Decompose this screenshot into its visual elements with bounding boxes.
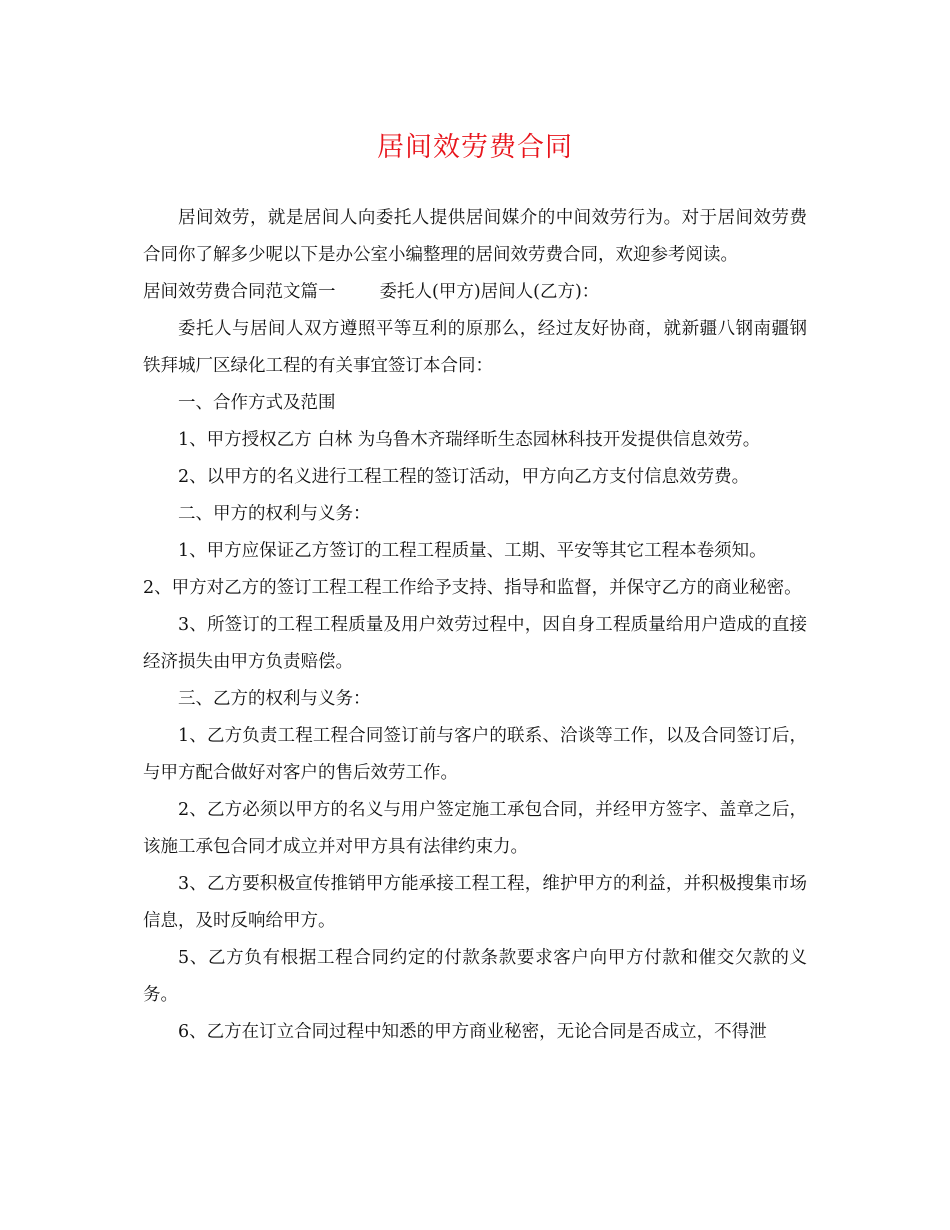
section-3-item-1: 1、乙方负责工程工程合同签订前与客户的联系、洽谈等工作，以及合同签订后，与甲方配合做好对客户的售后效劳工作。 xyxy=(143,726,807,783)
section-2-item-2: 2、甲方对乙方的签订工程工程工作给予支持、指导和监督，并保守乙方的商业秘密。 xyxy=(143,578,802,598)
section-3-item-6: 6、乙方在订立合同过程中知悉的甲方商业秘密，无论合同是否成立，不得泄 xyxy=(178,1022,767,1042)
section-1-item-1: 1、甲方授权乙方 白林 为乌鲁木齐瑞绎昕生态园林科技开发提供信息效劳。 xyxy=(178,430,761,450)
parties-line: 委托人(甲方)居间人(乙方)： xyxy=(379,282,600,302)
section-3-item-2: 2、乙方必须以甲方的名义与用户签定施工承包合同，并经甲方签字、盖章之后，该施工承包合同才成立并对甲方具有法律约束力。 xyxy=(143,800,807,857)
sample-heading-line xyxy=(143,274,807,311)
document-title: 居间效劳费合同 xyxy=(377,132,573,163)
sample-heading: 居间效劳费合同范文篇一 xyxy=(143,282,336,302)
section-2-item-3: 3、所签订的工程工程质量及用户效劳过程中，因自身工程质量给用户造成的直接经济损失由甲方负责赔偿。 xyxy=(143,615,807,672)
section-3-item-3: 3、乙方要积极宣传推销甲方能承接工程工程，维护甲方的利益，并积极搜集市场信息，及时反响给甲方。 xyxy=(143,874,807,931)
document-body xyxy=(143,200,807,1051)
section-2-item-1: 1、甲方应保证乙方签订的工程工程质量、工期、平安等其它工程本卷须知。 xyxy=(178,541,767,561)
intro-paragraph: 居间效劳，就是居间人向委托人提供居间媒介的中间效劳行为。对于居间效劳费合同你了解多少呢以下是办公室小编整理的居间效劳费合同，欢迎参考阅读。 xyxy=(143,208,807,265)
preamble-paragraph: 委托人与居间人双方遵照平等互利的原那么，经过友好协商，就新疆八钢南疆钢铁拜城厂区绿化工程的有关事宜签订本合同： xyxy=(143,319,807,376)
section-1-item-2: 2、以甲方的名义进行工程工程的签订活动，甲方向乙方支付信息效劳费。 xyxy=(178,467,750,487)
section-2-heading: 二、甲方的权利与义务： xyxy=(178,504,371,524)
section-3-heading: 三、乙方的权利与义务： xyxy=(178,689,371,709)
section-3-item-5: 5、乙方负有根据工程合同约定的付款条款要求客户向甲方付款和催交欠款的义务。 xyxy=(143,948,807,1005)
section-1-heading: 一、合作方式及范围 xyxy=(178,393,336,413)
